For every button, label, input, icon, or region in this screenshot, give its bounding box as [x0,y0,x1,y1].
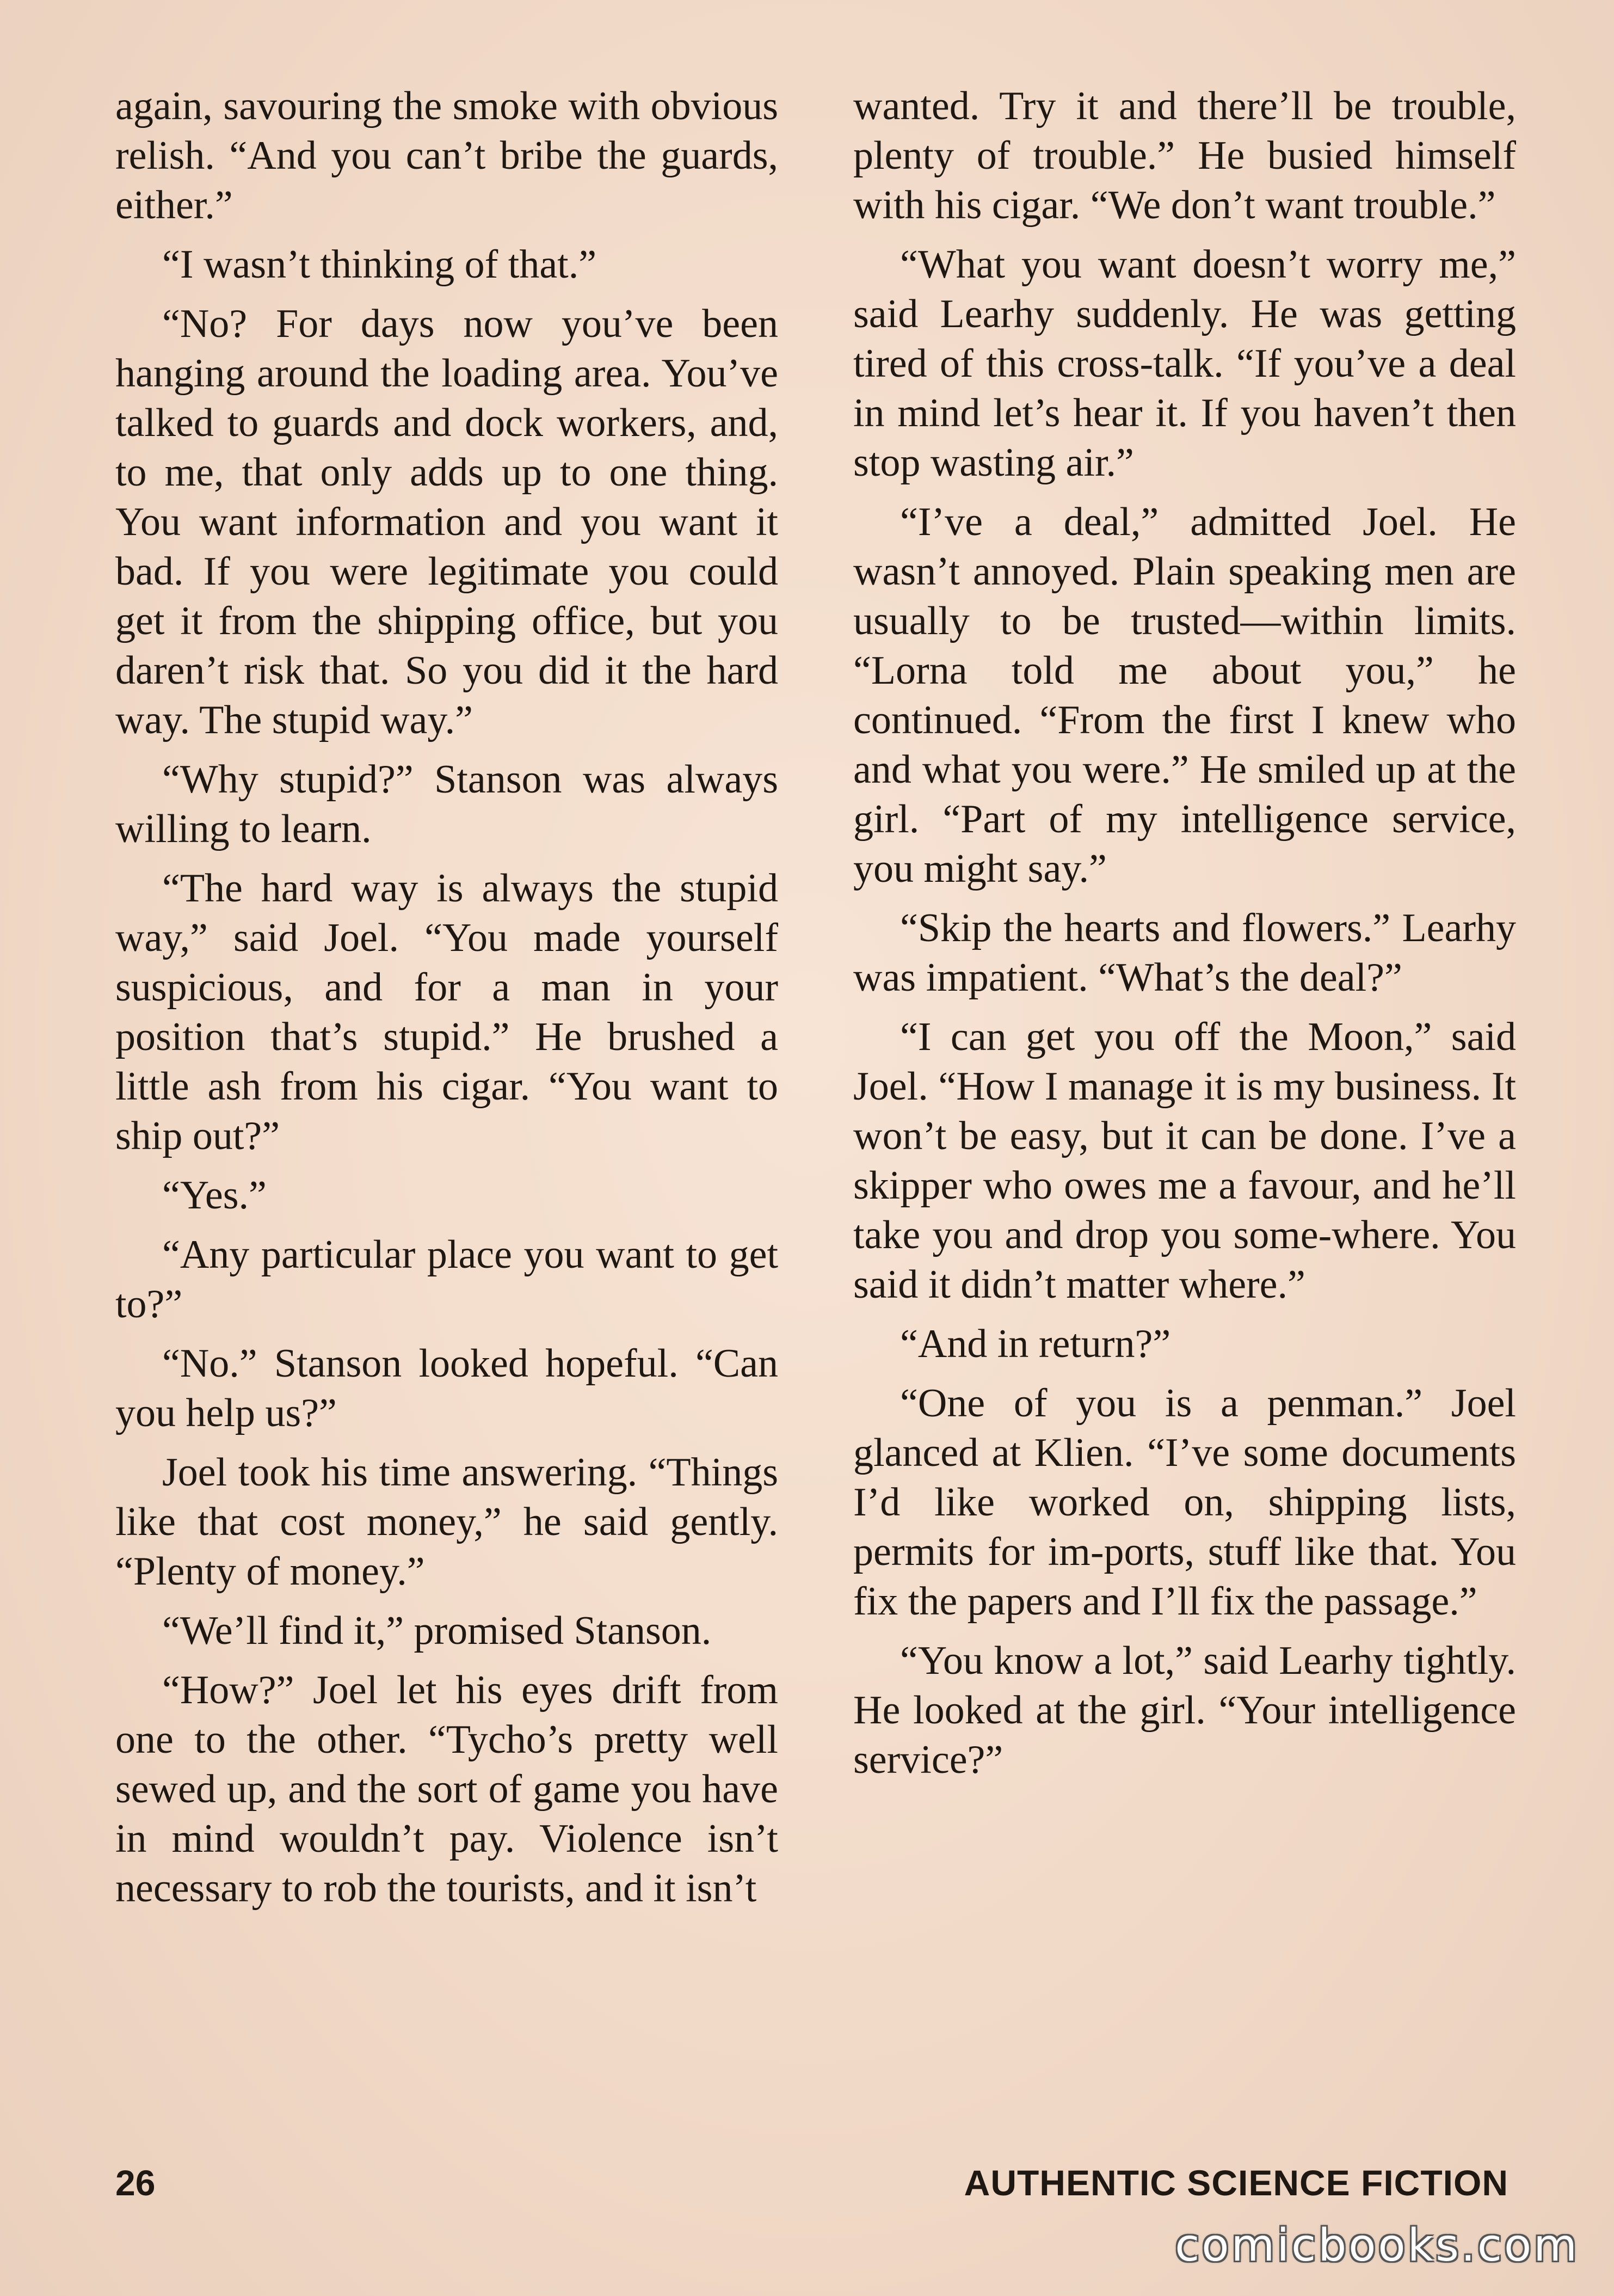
paragraph: “I’ve a deal,” admitted Joel. He wasn’t annoyed. Plain speaking men are usually to be trusted—within limits. “Lorna told me about you,” he continued. “From the first I knew who and what you were.” He smiled up at the girl. “Part of my intelligence service, you might say.” [853,500,1516,891]
right-text-column [853,82,1516,2134]
paragraph: “You know a lot,” said Learhy tightly. He looked at the girl. “Your intelligence service?” [853,1638,1516,1782]
paragraph: “No? For days now you’ve been hanging around the loading area. You’ve talked to guards and dock workers, and, to me, that only adds up to one thing. You want information and you want it bad. If you were legitimate you could get it from the shipping office, but you daren’t risk that. So you did it the hard way. The stupid way.” [115,302,778,742]
paragraph: “Yes.” [162,1173,267,1218]
paragraph: “The hard way is always the stupid way,” said Joel. “You made yourself suspicious, and for a man in your position that’s stupid.” He brushed a little ash from his cigar. “You want to ship out?” [115,866,778,1158]
paragraph: “What you want doesn’t worry me,” said Learhy suddenly. He was getting tired of this cross-talk. “If you’ve a deal in mind let’s hear it. If you haven’t then stop wasting air.” [853,242,1516,485]
paragraph: wanted. Try it and there’ll be trouble, plenty of trouble.” He busied himself with his cigar. “We don’t want trouble.” [853,84,1516,228]
paragraph: “One of you is a penman.” Joel glanced at Klien. “I’ve some documents I’d like worked on, shipping lists, permits for im-ports, stuff like that. You fix the papers and I’ll fix the passage.” [853,1381,1516,1624]
paragraph: “Skip the hearts and flowers.” Learhy was impatient. “What’s the deal?” [853,906,1516,1000]
page-footer [115,2162,1508,2217]
left-text-column [115,82,778,2134]
paragraph: “And in return?” [900,1322,1171,1366]
page-number: 26 [115,2163,156,2203]
site-watermark: comicbooks.com [1175,2220,1579,2272]
paragraph: “No.” Stanson looked hopeful. “Can you help us?” [115,1341,778,1435]
paragraph: Joel took his time answering. “Things like that cost money,” he said gently. “Plenty of money.” [115,1450,778,1594]
paragraph: “I can get you off the Moon,” said Joel. “How I manage it is my business. It won’t be easy, but it can be done. I’ve a skipper who owes me a favour, and he’ll take you and drop you some-where. You said it didn’t matter where.” [853,1015,1516,1307]
magazine-title: AUTHENTIC SCIENCE FICTION [964,2163,1508,2203]
paragraph: “How?” Joel let his eyes drift from one to the other. “Tycho’s pretty well sewed up, and the sort of game you have in mind wouldn’t pay. Violence isn’t necessary to rob the tourists, and it isn’t [115,1668,778,1911]
paragraph: “I wasn’t thinking of that.” [162,242,597,287]
paragraph: “Any particular place you want to get to?” [115,1232,778,1327]
paragraph: “Why stupid?” Stanson was always willing to learn. [115,757,778,851]
paragraph: “We’ll find it,” promised Stanson. [162,1609,712,1653]
paragraph: again, savouring the smoke with obvious relish. “And you can’t bribe the guards, either.” [115,84,778,228]
